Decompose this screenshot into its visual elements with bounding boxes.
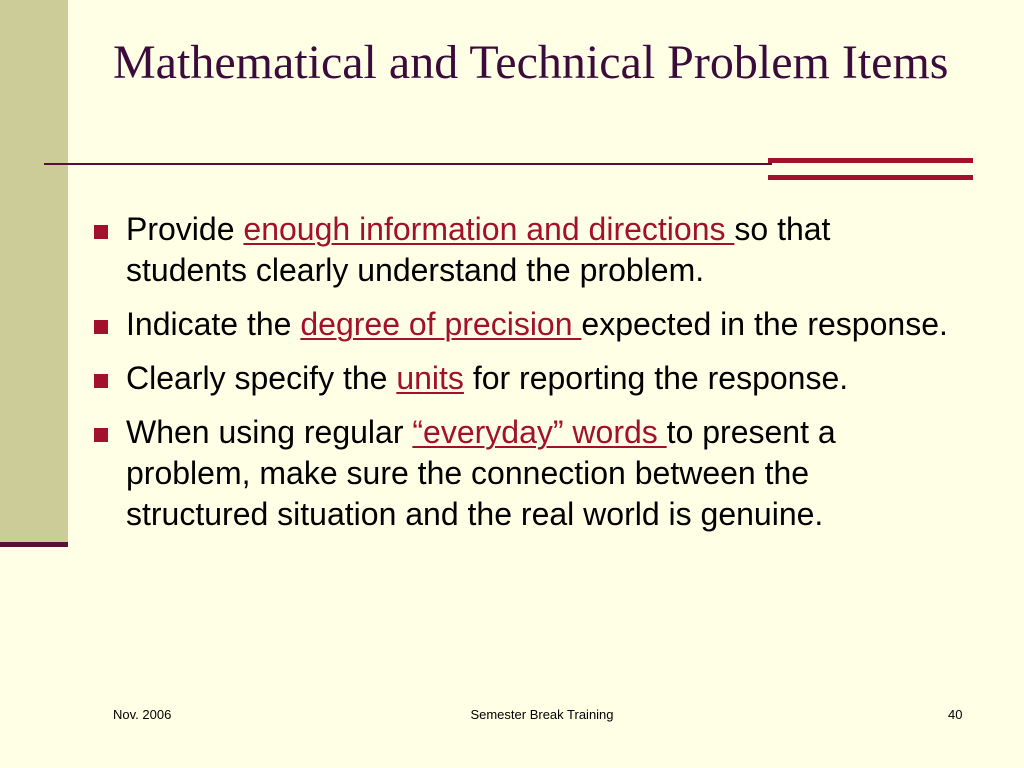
side-band-rule [0,542,68,547]
bullet-text: Clearly specify the [126,360,397,396]
accent-bar-bottom [768,175,973,180]
title-rule [44,163,772,165]
accent-bar-top [768,158,973,163]
bullet-text: expected in the response. [581,306,948,342]
square-bullet-icon [94,374,108,388]
side-band [0,0,68,544]
bullet-text: Provide [126,211,244,247]
bullet-highlight: degree of precision [300,306,582,342]
square-bullet-icon [94,428,108,442]
square-bullet-icon [94,225,108,239]
title-rule-accent [768,158,973,180]
bullet-text: to present a problem, make sure the connection between the structured situation and the real world is genuine. [126,414,836,532]
bullet-text: for reporting the response. [463,360,849,396]
bullet-text: When using regular [126,414,413,450]
square-bullet-icon [94,320,108,334]
slide-title: Mathematical and Technical Problem Items [113,36,949,89]
bullet-highlight: enough information and directions [243,211,735,247]
bullet-item [92,304,952,345]
page-number: 40 [948,707,963,722]
footer-title: Semester Break Training [470,707,614,722]
bullet-item [92,209,952,291]
bullet-item [92,358,952,399]
bullet-item [92,412,952,535]
bullet-text: so that students clearly understand the problem. [126,211,831,288]
bullet-text: Indicate the [126,306,301,342]
bullet-highlight: “everyday” words [412,414,667,450]
bullet-highlight: units [396,360,464,396]
footer-date: Nov. 2006 [113,707,172,722]
bullet-list [92,209,952,548]
